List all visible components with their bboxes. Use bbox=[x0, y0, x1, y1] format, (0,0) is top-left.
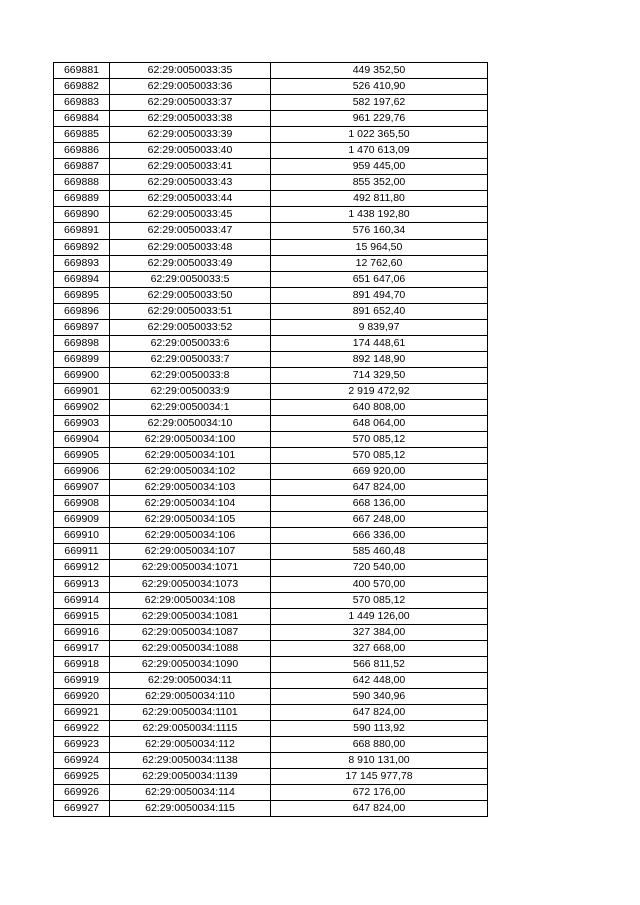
cadastral-number-cell: 62:29:0050033:37 bbox=[110, 95, 271, 111]
row-id-cell: 669909 bbox=[54, 512, 110, 528]
table-body bbox=[54, 63, 488, 817]
cadastral-value-cell: 590 113,92 bbox=[271, 720, 488, 736]
row-id-cell: 669885 bbox=[54, 127, 110, 143]
row-id-cell: 669924 bbox=[54, 753, 110, 769]
cadastral-number-cell: 62:29:0050034:1 bbox=[110, 399, 271, 415]
cadastral-value-cell: 892 148,90 bbox=[271, 351, 488, 367]
cadastral-value-cell: 585 460,48 bbox=[271, 544, 488, 560]
cadastral-value-cell: 8 910 131,00 bbox=[271, 753, 488, 769]
cadastral-value-cell: 666 336,00 bbox=[271, 528, 488, 544]
cadastral-value-cell: 9 839,97 bbox=[271, 319, 488, 335]
table-row bbox=[54, 704, 488, 720]
cadastral-value-cell: 647 824,00 bbox=[271, 704, 488, 720]
cadastral-value-cell: 640 808,00 bbox=[271, 399, 488, 415]
row-id-cell: 669918 bbox=[54, 656, 110, 672]
cadastral-value-cell: 17 145 977,78 bbox=[271, 769, 488, 785]
cadastral-value-cell: 720 540,00 bbox=[271, 560, 488, 576]
cadastral-number-cell: 62:29:0050034:104 bbox=[110, 496, 271, 512]
row-id-cell: 669902 bbox=[54, 399, 110, 415]
cadastral-value-cell: 590 340,96 bbox=[271, 688, 488, 704]
cadastral-value-cell: 327 384,00 bbox=[271, 624, 488, 640]
cadastral-number-cell: 62:29:0050034:10 bbox=[110, 416, 271, 432]
table-row bbox=[54, 496, 488, 512]
row-id-cell: 669882 bbox=[54, 79, 110, 95]
table-row bbox=[54, 367, 488, 383]
cadastral-number-cell: 62:29:0050034:1088 bbox=[110, 640, 271, 656]
cadastral-value-cell: 1 470 613,09 bbox=[271, 143, 488, 159]
row-id-cell: 669884 bbox=[54, 111, 110, 127]
cadastral-number-cell: 62:29:0050033:9 bbox=[110, 383, 271, 399]
table-row bbox=[54, 785, 488, 801]
cadastral-value-cell: 961 229,76 bbox=[271, 111, 488, 127]
cadastral-number-cell: 62:29:0050033:36 bbox=[110, 79, 271, 95]
cadastral-number-cell: 62:29:0050033:45 bbox=[110, 207, 271, 223]
row-id-cell: 669914 bbox=[54, 592, 110, 608]
row-id-cell: 669921 bbox=[54, 704, 110, 720]
row-id-cell: 669913 bbox=[54, 576, 110, 592]
cadastral-value-cell: 667 248,00 bbox=[271, 512, 488, 528]
cadastral-value-cell: 566 811,52 bbox=[271, 656, 488, 672]
row-id-cell: 669912 bbox=[54, 560, 110, 576]
table-row bbox=[54, 464, 488, 480]
table-row bbox=[54, 223, 488, 239]
row-id-cell: 669916 bbox=[54, 624, 110, 640]
cadastral-number-cell: 62:29:0050033:7 bbox=[110, 351, 271, 367]
cadastral-value-cell: 570 085,12 bbox=[271, 592, 488, 608]
table-row bbox=[54, 769, 488, 785]
table-row bbox=[54, 432, 488, 448]
row-id-cell: 669908 bbox=[54, 496, 110, 512]
row-id-cell: 669897 bbox=[54, 319, 110, 335]
cadastral-value-cell: 668 880,00 bbox=[271, 736, 488, 752]
row-id-cell: 669890 bbox=[54, 207, 110, 223]
table-row bbox=[54, 239, 488, 255]
table-row bbox=[54, 480, 488, 496]
row-id-cell: 669923 bbox=[54, 736, 110, 752]
cadastral-number-cell: 62:29:0050034:1139 bbox=[110, 769, 271, 785]
row-id-cell: 669919 bbox=[54, 672, 110, 688]
cadastral-value-cell: 582 197,62 bbox=[271, 95, 488, 111]
row-id-cell: 669881 bbox=[54, 63, 110, 79]
table-row bbox=[54, 608, 488, 624]
cadastral-number-cell: 62:29:0050033:38 bbox=[110, 111, 271, 127]
table-row bbox=[54, 271, 488, 287]
cadastral-value-cell: 327 668,00 bbox=[271, 640, 488, 656]
row-id-cell: 669887 bbox=[54, 159, 110, 175]
cadastral-number-cell: 62:29:0050033:49 bbox=[110, 255, 271, 271]
cadastral-value-cell: 651 647,06 bbox=[271, 271, 488, 287]
cadastral-number-cell: 62:29:0050033:40 bbox=[110, 143, 271, 159]
cadastral-value-cell: 526 410,90 bbox=[271, 79, 488, 95]
table-row bbox=[54, 191, 488, 207]
table-row bbox=[54, 351, 488, 367]
row-id-cell: 669910 bbox=[54, 528, 110, 544]
table-row bbox=[54, 656, 488, 672]
table-row bbox=[54, 111, 488, 127]
row-id-cell: 669917 bbox=[54, 640, 110, 656]
cadastral-number-cell: 62:29:0050034:102 bbox=[110, 464, 271, 480]
row-id-cell: 669904 bbox=[54, 432, 110, 448]
cadastral-value-cell: 669 920,00 bbox=[271, 464, 488, 480]
row-id-cell: 669896 bbox=[54, 303, 110, 319]
cadastral-value-cell: 492 811,80 bbox=[271, 191, 488, 207]
cadastral-value-cell: 174 448,61 bbox=[271, 335, 488, 351]
cadastral-value-cell: 714 329,50 bbox=[271, 367, 488, 383]
table-row bbox=[54, 335, 488, 351]
cadastral-value-cell: 1 438 192,80 bbox=[271, 207, 488, 223]
cadastral-number-cell: 62:29:0050033:8 bbox=[110, 367, 271, 383]
cadastral-value-cell: 891 652,40 bbox=[271, 303, 488, 319]
table-row bbox=[54, 79, 488, 95]
table-row bbox=[54, 255, 488, 271]
row-id-cell: 669927 bbox=[54, 801, 110, 817]
table-row bbox=[54, 576, 488, 592]
cadastral-number-cell: 62:29:0050033:41 bbox=[110, 159, 271, 175]
table-row bbox=[54, 319, 488, 335]
cadastral-number-cell: 62:29:0050033:43 bbox=[110, 175, 271, 191]
cadastral-value-cell: 891 494,70 bbox=[271, 287, 488, 303]
cadastral-number-cell: 62:29:0050034:108 bbox=[110, 592, 271, 608]
row-id-cell: 669886 bbox=[54, 143, 110, 159]
row-id-cell: 669892 bbox=[54, 239, 110, 255]
table-row bbox=[54, 688, 488, 704]
cadastral-value-cell: 1 449 126,00 bbox=[271, 608, 488, 624]
cadastral-value-cell: 449 352,50 bbox=[271, 63, 488, 79]
row-id-cell: 669915 bbox=[54, 608, 110, 624]
table-row bbox=[54, 672, 488, 688]
cadastral-number-cell: 62:29:0050033:44 bbox=[110, 191, 271, 207]
row-id-cell: 669920 bbox=[54, 688, 110, 704]
row-id-cell: 669926 bbox=[54, 785, 110, 801]
row-id-cell: 669907 bbox=[54, 480, 110, 496]
table-row bbox=[54, 287, 488, 303]
table-row bbox=[54, 753, 488, 769]
cadastral-value-cell: 2 919 472,92 bbox=[271, 383, 488, 399]
table-row bbox=[54, 624, 488, 640]
table-row bbox=[54, 95, 488, 111]
table-row bbox=[54, 720, 488, 736]
cadastral-number-cell: 62:29:0050034:11 bbox=[110, 672, 271, 688]
table-row bbox=[54, 528, 488, 544]
cadastral-number-cell: 62:29:0050033:52 bbox=[110, 319, 271, 335]
cadastral-number-cell: 62:29:0050033:47 bbox=[110, 223, 271, 239]
row-id-cell: 669911 bbox=[54, 544, 110, 560]
cadastral-value-cell: 12 762,60 bbox=[271, 255, 488, 271]
row-id-cell: 669922 bbox=[54, 720, 110, 736]
cadastral-number-cell: 62:29:0050034:1101 bbox=[110, 704, 271, 720]
table-row bbox=[54, 175, 488, 191]
table-row bbox=[54, 544, 488, 560]
cadastral-number-cell: 62:29:0050034:106 bbox=[110, 528, 271, 544]
row-id-cell: 669906 bbox=[54, 464, 110, 480]
table-row bbox=[54, 303, 488, 319]
cadastral-value-cell: 959 445,00 bbox=[271, 159, 488, 175]
cadastral-value-cell: 647 824,00 bbox=[271, 480, 488, 496]
cadastral-number-cell: 62:29:0050033:50 bbox=[110, 287, 271, 303]
table-row bbox=[54, 207, 488, 223]
cadastral-number-cell: 62:29:0050034:112 bbox=[110, 736, 271, 752]
row-id-cell: 669891 bbox=[54, 223, 110, 239]
row-id-cell: 669883 bbox=[54, 95, 110, 111]
cadastral-number-cell: 62:29:0050034:1073 bbox=[110, 576, 271, 592]
cadastral-number-cell: 62:29:0050033:51 bbox=[110, 303, 271, 319]
row-id-cell: 669889 bbox=[54, 191, 110, 207]
cadastral-number-cell: 62:29:0050034:107 bbox=[110, 544, 271, 560]
cadastral-value-cell: 648 064,00 bbox=[271, 416, 488, 432]
row-id-cell: 669888 bbox=[54, 175, 110, 191]
cadastral-value-cell: 15 964,50 bbox=[271, 239, 488, 255]
cadastral-number-cell: 62:29:0050034:115 bbox=[110, 801, 271, 817]
table-row bbox=[54, 383, 488, 399]
row-id-cell: 669900 bbox=[54, 367, 110, 383]
cadastral-number-cell: 62:29:0050034:100 bbox=[110, 432, 271, 448]
cadastral-number-cell: 62:29:0050033:6 bbox=[110, 335, 271, 351]
cadastral-number-cell: 62:29:0050034:101 bbox=[110, 448, 271, 464]
row-id-cell: 669925 bbox=[54, 769, 110, 785]
row-id-cell: 669901 bbox=[54, 383, 110, 399]
table-row bbox=[54, 560, 488, 576]
table-row bbox=[54, 159, 488, 175]
cadastral-value-cell: 668 136,00 bbox=[271, 496, 488, 512]
row-id-cell: 669894 bbox=[54, 271, 110, 287]
cadastral-number-cell: 62:29:0050033:35 bbox=[110, 63, 271, 79]
table-row bbox=[54, 143, 488, 159]
cadastral-number-cell: 62:29:0050034:1138 bbox=[110, 753, 271, 769]
table-row bbox=[54, 640, 488, 656]
row-id-cell: 669893 bbox=[54, 255, 110, 271]
cadastral-number-cell: 62:29:0050033:48 bbox=[110, 239, 271, 255]
cadastral-value-cell: 647 824,00 bbox=[271, 801, 488, 817]
cadastral-value-cell: 576 160,34 bbox=[271, 223, 488, 239]
row-id-cell: 669905 bbox=[54, 448, 110, 464]
cadastral-number-cell: 62:29:0050034:1087 bbox=[110, 624, 271, 640]
table-row bbox=[54, 416, 488, 432]
cadastral-number-cell: 62:29:0050034:105 bbox=[110, 512, 271, 528]
table-row bbox=[54, 448, 488, 464]
table-row bbox=[54, 399, 488, 415]
cadastral-value-cell: 1 022 365,50 bbox=[271, 127, 488, 143]
table-row bbox=[54, 592, 488, 608]
row-id-cell: 669898 bbox=[54, 335, 110, 351]
cadastral-number-cell: 62:29:0050034:110 bbox=[110, 688, 271, 704]
cadastral-value-cell: 642 448,00 bbox=[271, 672, 488, 688]
table-row bbox=[54, 512, 488, 528]
cadastral-number-cell: 62:29:0050033:39 bbox=[110, 127, 271, 143]
cadastral-value-cell: 855 352,00 bbox=[271, 175, 488, 191]
row-id-cell: 669899 bbox=[54, 351, 110, 367]
cadastral-number-cell: 62:29:0050033:5 bbox=[110, 271, 271, 287]
cadastral-value-cell: 672 176,00 bbox=[271, 785, 488, 801]
cadastral-number-cell: 62:29:0050034:1081 bbox=[110, 608, 271, 624]
table-row bbox=[54, 127, 488, 143]
table-row bbox=[54, 801, 488, 817]
cadastral-number-cell: 62:29:0050034:1115 bbox=[110, 720, 271, 736]
cadastral-value-cell: 570 085,12 bbox=[271, 432, 488, 448]
table-row bbox=[54, 736, 488, 752]
cadastral-value-cell: 570 085,12 bbox=[271, 448, 488, 464]
cadastral-value-cell: 400 570,00 bbox=[271, 576, 488, 592]
cadastral-number-cell: 62:29:0050034:1090 bbox=[110, 656, 271, 672]
cadastral-number-cell: 62:29:0050034:103 bbox=[110, 480, 271, 496]
cadastral-value-table bbox=[53, 62, 488, 817]
table-row bbox=[54, 63, 488, 79]
cadastral-number-cell: 62:29:0050034:114 bbox=[110, 785, 271, 801]
cadastral-number-cell: 62:29:0050034:1071 bbox=[110, 560, 271, 576]
row-id-cell: 669903 bbox=[54, 416, 110, 432]
row-id-cell: 669895 bbox=[54, 287, 110, 303]
